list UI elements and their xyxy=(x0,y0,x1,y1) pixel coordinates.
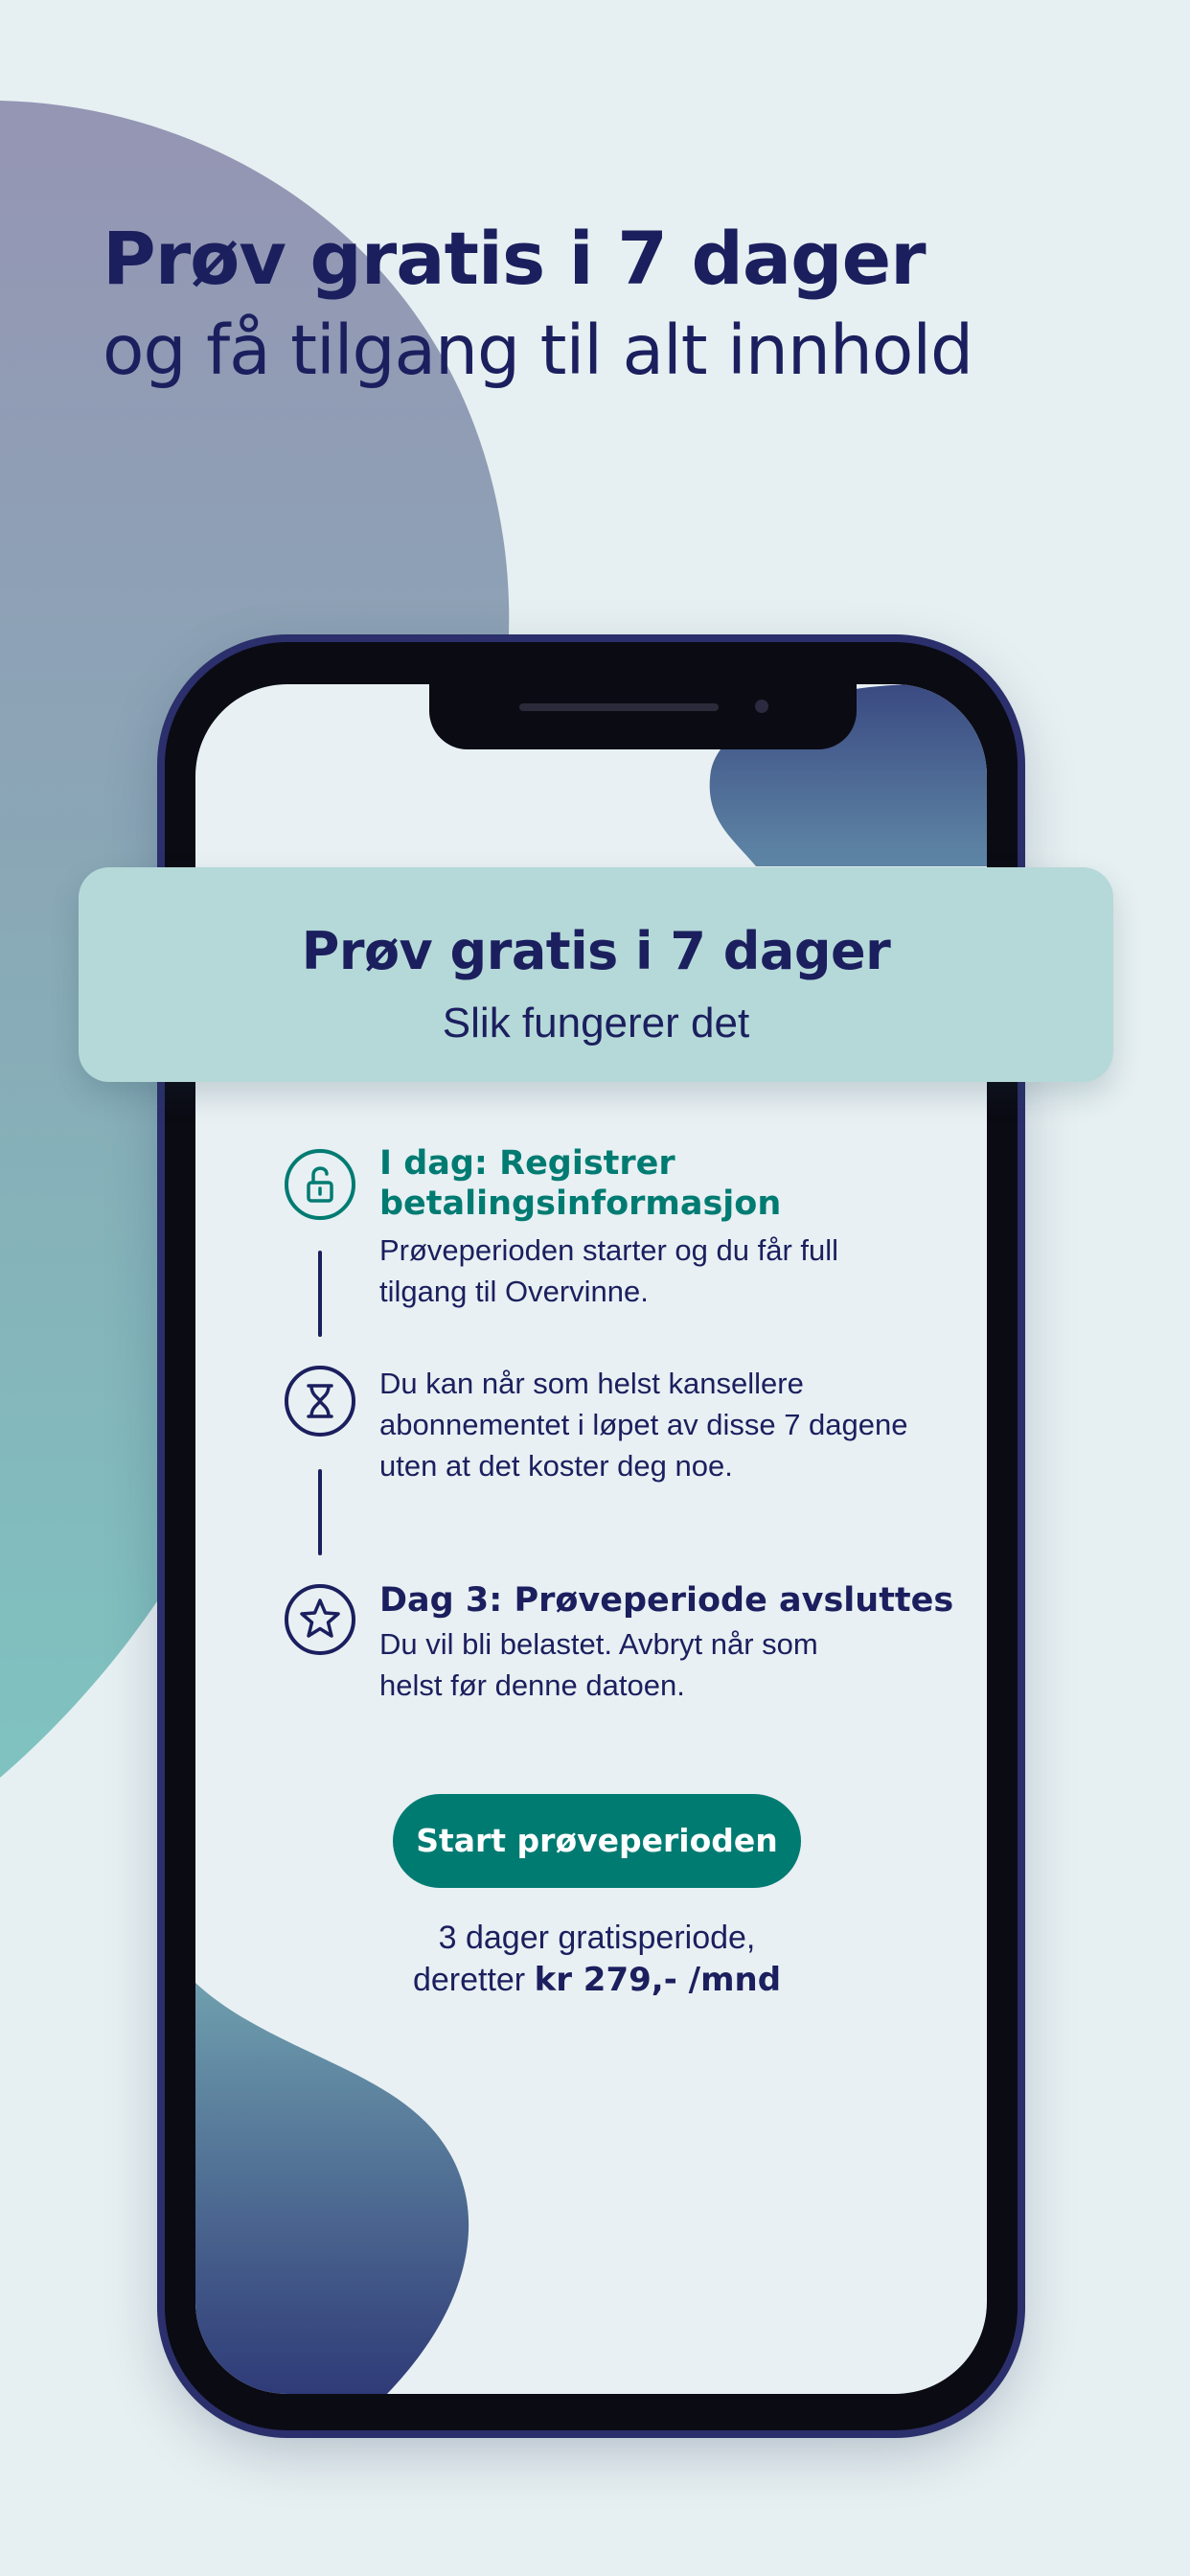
trial-info-card xyxy=(79,867,1113,1082)
card-title: Prøv gratis i 7 dager xyxy=(301,921,891,981)
headline-title: Prøv gratis i 7 dager xyxy=(103,216,926,301)
hourglass-icon xyxy=(284,1365,356,1438)
step-1-title-line1: I dag: Registrer xyxy=(379,1144,675,1183)
pricing-info xyxy=(287,1917,906,2001)
unlock-icon xyxy=(284,1148,356,1221)
price-value: kr 279,- /mnd xyxy=(534,1961,782,1999)
pricing-prefix: deretter xyxy=(412,1962,526,1998)
step-3-title: Dag 3: Prøveperiode avsluttes xyxy=(379,1581,954,1620)
step-3-text-line1: Du vil bli belastet. Avbryt når som xyxy=(379,1627,818,1661)
step-3-text xyxy=(379,1623,935,1706)
step-1-text-line2: tilgang til Overvinne. xyxy=(379,1275,649,1308)
step-connector xyxy=(318,1251,322,1337)
phone-notch xyxy=(429,684,857,749)
step-connector xyxy=(318,1469,322,1555)
phone-camera xyxy=(755,700,768,713)
step-2-text-line3: uten at det koster deg noe. xyxy=(379,1449,733,1483)
step-2-text xyxy=(379,1363,935,1486)
step-2-text-line2: abonnementet i løpet av disse 7 dagene xyxy=(379,1408,908,1441)
step-1-text-line1: Prøveperioden starter og du får full xyxy=(379,1233,839,1267)
headline xyxy=(103,213,1156,397)
headline-subtitle: og få tilgang til alt innhold xyxy=(103,310,973,390)
star-icon xyxy=(284,1583,356,1656)
start-trial-button[interactable]: Start prøveperioden xyxy=(393,1794,801,1888)
phone-speaker xyxy=(519,703,719,711)
step-2-text-line1: Du kan når som helst kansellere xyxy=(379,1367,804,1400)
step-1-title xyxy=(379,1143,954,1224)
pricing-line1: 3 dager gratisperiode, xyxy=(438,1920,756,1956)
step-3-text-line2: helst før denne datoen. xyxy=(379,1668,685,1702)
step-1-title-line2: betalingsinformasjon xyxy=(379,1184,782,1223)
step-1-text xyxy=(379,1230,935,1312)
pricing-line2 xyxy=(287,1959,906,2001)
card-subtitle: Slik fungerer det xyxy=(442,1000,750,1046)
